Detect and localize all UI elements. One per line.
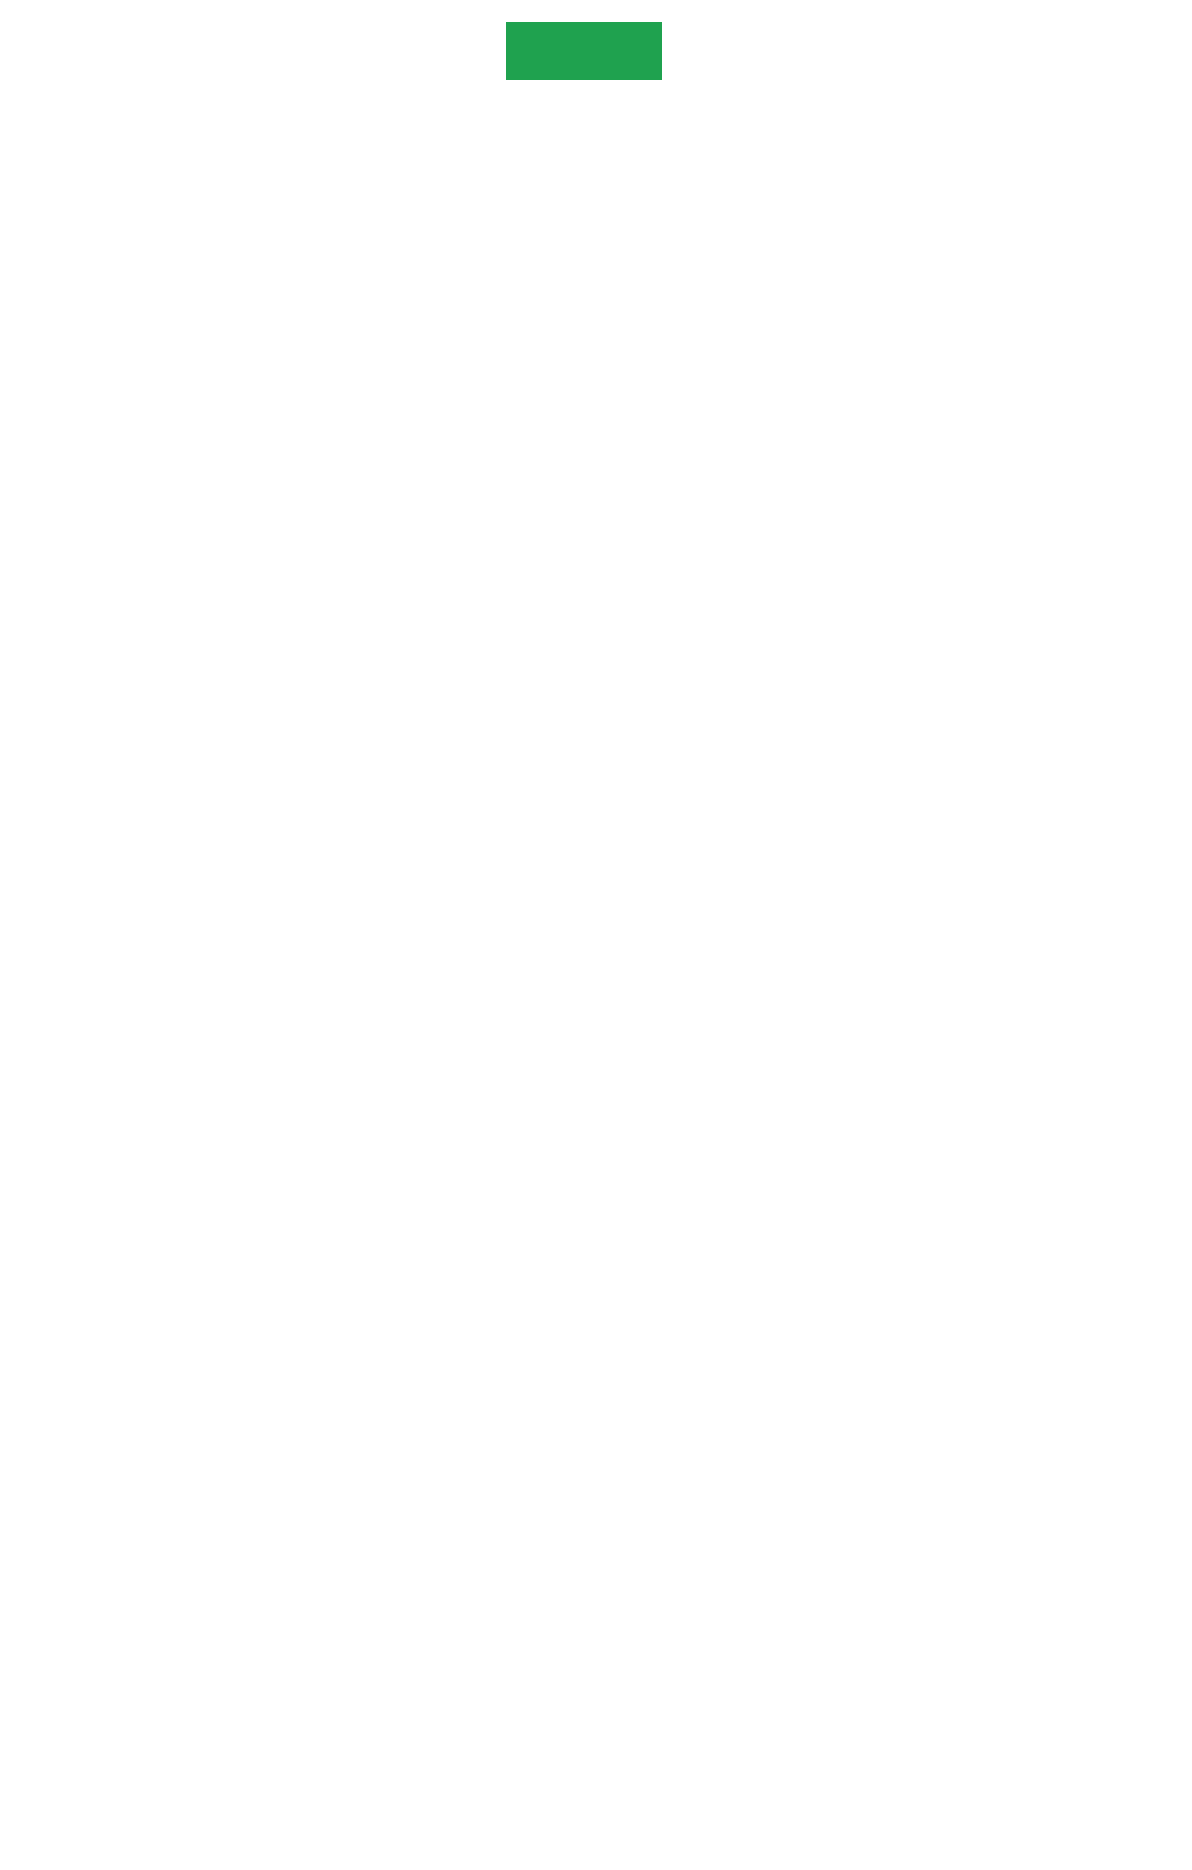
root-node bbox=[506, 22, 662, 80]
